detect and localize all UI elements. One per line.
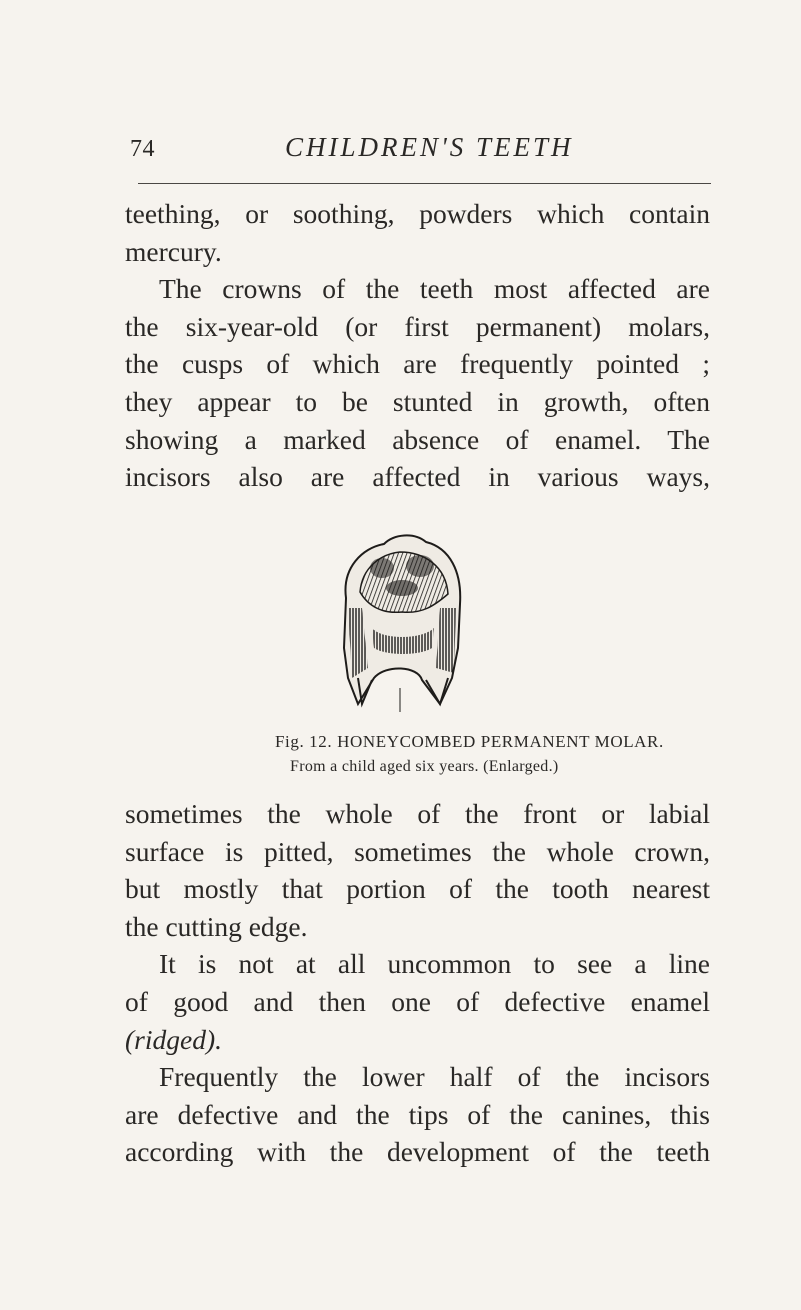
text-line: surface is pitted, sometimes the whole crown,: [125, 835, 710, 867]
honeycombed-molar-illustration: [322, 528, 478, 714]
paragraph-block-top: [125, 195, 710, 496]
text-line: The crowns of the teeth most affected are: [159, 273, 710, 305]
figure-title: HONEYCOMBED PERMANENT MOLAR.: [337, 732, 664, 751]
italic-text: (ridged).: [125, 1023, 222, 1055]
figure-caption: [275, 732, 735, 752]
running-title: CHILDREN'S TEETH: [285, 132, 574, 162]
text-line: the cusps of which are frequently pointed ;: [125, 348, 710, 380]
text-line: It is not at all uncommon to see a line: [159, 948, 710, 980]
text-line: incisors also are affected in various ways,: [125, 461, 710, 493]
text-line: Frequently the lower half of the incisors: [159, 1061, 710, 1093]
text-line: they appear to be stunted in growth, often: [125, 385, 710, 417]
figure-caption-note: From a child aged six years. (Enlarged.): [290, 758, 559, 775]
text-line: the six-year-old (or first permanent) molars,: [125, 310, 710, 342]
text-line: teething, or soothing, powders which contain: [125, 198, 710, 229]
text-line: mercury.: [125, 235, 222, 267]
page-number: 74: [130, 136, 155, 162]
text-line: showing a marked absence of enamel. The: [125, 423, 710, 455]
text-line: sometimes the whole of the front or labial: [125, 798, 710, 829]
text-line: are defective and the tips of the canines, this: [125, 1098, 710, 1130]
header-rule: [138, 183, 711, 184]
text-line: the cutting edge.: [125, 910, 308, 942]
text-line: but mostly that portion of the tooth nearest: [125, 873, 710, 905]
paragraph-block-bottom: [125, 795, 710, 1171]
text-line: according with the development of the teeth: [125, 1136, 710, 1168]
text-line: of good and then one of defective enamel: [125, 985, 710, 1017]
text-line: [125, 1021, 710, 1059]
figure-label: Fig. 12.: [275, 732, 333, 751]
